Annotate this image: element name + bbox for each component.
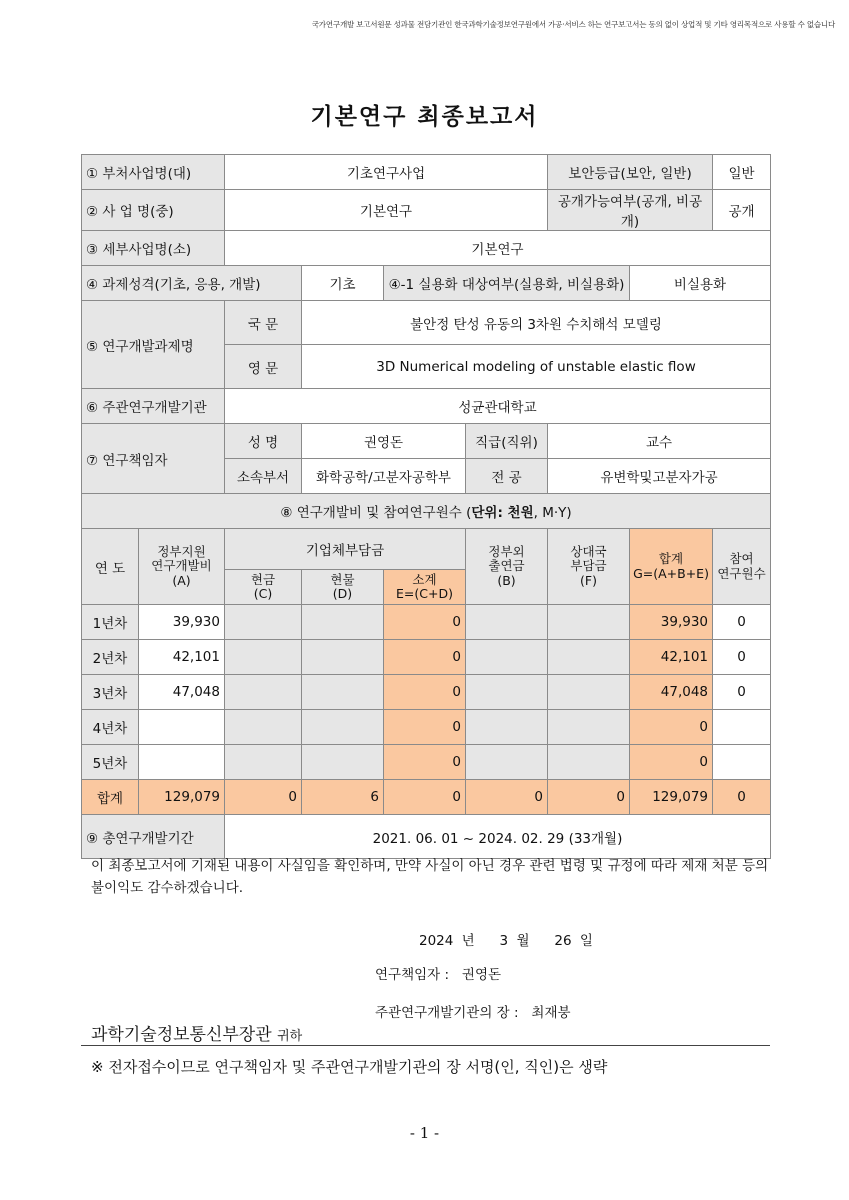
- project-type-value: 기초: [302, 266, 384, 301]
- disclosure-label: 공개가능여부(공개, 비공개): [548, 190, 713, 231]
- non-gov-cell: [466, 710, 548, 745]
- subtotal-cell: 0: [384, 745, 466, 780]
- sum-gov-cell: 129,079: [139, 780, 225, 815]
- sum-partner-cell: 0: [548, 780, 630, 815]
- position-label: 직급(직위): [466, 424, 548, 459]
- year-cell: 1년차: [82, 605, 139, 640]
- in-kind-cell: [302, 605, 384, 640]
- cash-cell: [225, 605, 302, 640]
- department-value: 화학공학/고분자공학부: [302, 459, 466, 494]
- principal-investigator-label: ⑦ 연구책임자: [82, 424, 225, 494]
- researcher-signature: 연구책임자 : 권영돈: [375, 967, 502, 983]
- total-cell: 39,930: [630, 605, 713, 640]
- header-corporate-contribution: 기업체부담금: [225, 529, 466, 570]
- usage-notice: 국가연구개발 보고서원문 성과물 전담기관인 한국과학기술정보연구원에서 가공·서비스 하는 연구보고서는 동의 없이 상업적 및 기타 영리목적으로 사용할 수 없습니다: [311, 20, 835, 29]
- row-budget-title: [82, 494, 771, 529]
- row-sub-program: [82, 231, 771, 266]
- institution-head-signature: 주관연구개발기관의 장 : 최재붕: [375, 1005, 571, 1021]
- staff-cell: [713, 710, 771, 745]
- project-type-label: ④ 과제성격(기초, 응용, 개발): [82, 266, 302, 301]
- cash-cell: [225, 710, 302, 745]
- in-kind-cell: [302, 710, 384, 745]
- row-project-title-kor: [82, 301, 771, 345]
- row-researcher-name: [82, 424, 771, 459]
- in-kind-cell: [302, 675, 384, 710]
- ministry-program-label: ① 부처사업명(대): [82, 155, 225, 190]
- name-value: 권영돈: [302, 424, 466, 459]
- sub-program-label: ③ 세부사업명(소): [82, 231, 225, 266]
- major-label: 전 공: [466, 459, 548, 494]
- budget-unit: 단위: 천원: [471, 505, 534, 521]
- footnote: ※ 전자접수이므로 연구책임자 및 주관연구개발기관의 장 서명(인, 직인)은 생략: [91, 1058, 608, 1076]
- row-budget-header-1: [82, 529, 771, 570]
- budget-section-title: [82, 494, 771, 529]
- year-cell: 5년차: [82, 745, 139, 780]
- header-total: 합계 G=(A+B+E): [630, 529, 713, 605]
- non-gov-cell: [466, 640, 548, 675]
- addressee: [91, 1020, 302, 1045]
- host-institution-label: ⑥ 주관연구개발기관: [82, 389, 225, 424]
- subtotal-cell: 0: [384, 605, 466, 640]
- english-title-label: 영 문: [225, 345, 302, 389]
- host-institution-value: 성균관대학교: [225, 389, 771, 424]
- row-project-type: [82, 266, 771, 301]
- total-cell: 0: [630, 745, 713, 780]
- korean-title-label: 국 문: [225, 301, 302, 345]
- staff-cell: 0: [713, 640, 771, 675]
- subtotal-cell: 0: [384, 640, 466, 675]
- program-name-value: 기본연구: [225, 190, 548, 231]
- security-grade-label: 보안등급(보안, 일반): [548, 155, 713, 190]
- security-grade-value: 일반: [713, 155, 771, 190]
- table-row: [82, 745, 771, 780]
- gov-cell: 47,048: [139, 675, 225, 710]
- table-row: [82, 605, 771, 640]
- staff-cell: 0: [713, 605, 771, 640]
- partner-cell: [548, 605, 630, 640]
- commercialization-label: ④-1 실용화 대상여부(실용화, 비실용화): [384, 266, 630, 301]
- in-kind-cell: [302, 745, 384, 780]
- year-cell: 2년차: [82, 640, 139, 675]
- name-label: 성 명: [225, 424, 302, 459]
- year-cell: 4년차: [82, 710, 139, 745]
- position-value: 교수: [548, 424, 771, 459]
- total-cell: 0: [630, 710, 713, 745]
- header-subtotal: 소계 E=(C+D): [384, 570, 466, 605]
- divider: [81, 1045, 770, 1046]
- partner-cell: [548, 675, 630, 710]
- cash-cell: [225, 640, 302, 675]
- header-government-funding: 정부지원 연구개발비 (A): [139, 529, 225, 605]
- partner-cell: [548, 745, 630, 780]
- confirmation-statement: 이 최종보고서에 기재된 내용이 사실임을 확인하며, 만약 사실이 아닌 경우 관련 법령 및 규정에 따라 제재 처분 등의 불이익도 감수하겠습니다.: [91, 858, 769, 896]
- header-non-government-funding: 정부외 출연금 (B): [466, 529, 548, 605]
- row-period: [82, 815, 771, 859]
- sum-non-gov-cell: 0: [466, 780, 548, 815]
- budget-title-pre: ⑧ 연구개발비 및 참여연구원수 (: [280, 505, 472, 521]
- header-cash: 현금 (C): [225, 570, 302, 605]
- subtotal-cell: 0: [384, 710, 466, 745]
- header-year: 연 도: [82, 529, 139, 605]
- period-label: ⑨ 총연구개발기간: [82, 815, 225, 859]
- partner-cell: [548, 640, 630, 675]
- minister-name: 과학기술정보통신부장관: [91, 1025, 272, 1045]
- sum-in-kind-cell: 6: [302, 780, 384, 815]
- english-title-value: 3D Numerical modeling of unstable elastic flow: [302, 345, 771, 389]
- non-gov-cell: [466, 605, 548, 640]
- major-value: 유변학및고분자가공: [548, 459, 771, 494]
- year-cell: 3년차: [82, 675, 139, 710]
- total-cell: 42,101: [630, 640, 713, 675]
- staff-cell: [713, 745, 771, 780]
- korean-title-value: 불안정 탄성 유동의 3차원 수치해석 모델링: [302, 301, 771, 345]
- project-title-label: ⑤ 연구개발과제명: [82, 301, 225, 389]
- table-row-sum: [82, 780, 771, 815]
- gov-cell: [139, 745, 225, 780]
- header-partner-country-funding: 상대국 부담금 (F): [548, 529, 630, 605]
- page-number: - 1 -: [409, 1124, 440, 1142]
- non-gov-cell: [466, 745, 548, 780]
- table-row: [82, 640, 771, 675]
- total-cell: 47,048: [630, 675, 713, 710]
- subtotal-cell: 0: [384, 675, 466, 710]
- ministry-program-value: 기초연구사업: [225, 155, 548, 190]
- period-value: 2021. 06. 01 ~ 2024. 02. 29 (33개월): [225, 815, 771, 859]
- header-participant-count: 참여 연구원수: [713, 529, 771, 605]
- in-kind-cell: [302, 640, 384, 675]
- report-form-table: [81, 154, 771, 859]
- table-row: [82, 675, 771, 710]
- partner-cell: [548, 710, 630, 745]
- gov-cell: [139, 710, 225, 745]
- row-ministry-program: [82, 155, 771, 190]
- disclosure-value: 공개: [713, 190, 771, 231]
- header-in-kind: 현물 (D): [302, 570, 384, 605]
- sum-total-cell: 129,079: [630, 780, 713, 815]
- sum-subtotal-cell: 0: [384, 780, 466, 815]
- signature-date: 2024 년 3 월 26 일: [419, 933, 593, 949]
- sum-cash-cell: 0: [225, 780, 302, 815]
- cash-cell: [225, 675, 302, 710]
- honorific: 귀하: [277, 1029, 303, 1044]
- sum-staff-cell: 0: [713, 780, 771, 815]
- staff-cell: 0: [713, 675, 771, 710]
- gov-cell: 39,930: [139, 605, 225, 640]
- program-name-label: ② 사 업 명(중): [82, 190, 225, 231]
- budget-title-post: , M·Y): [533, 505, 572, 521]
- gov-cell: 42,101: [139, 640, 225, 675]
- cash-cell: [225, 745, 302, 780]
- row-host-institution: [82, 389, 771, 424]
- row-program-name: [82, 190, 771, 231]
- department-label: 소속부서: [225, 459, 302, 494]
- table-row: [82, 710, 771, 745]
- sub-program-value: 기본연구: [225, 231, 771, 266]
- non-gov-cell: [466, 675, 548, 710]
- sum-year-cell: 합계: [82, 780, 139, 815]
- page-title: 기본연구 최종보고서: [310, 104, 539, 130]
- commercialization-value: 비실용화: [630, 266, 771, 301]
